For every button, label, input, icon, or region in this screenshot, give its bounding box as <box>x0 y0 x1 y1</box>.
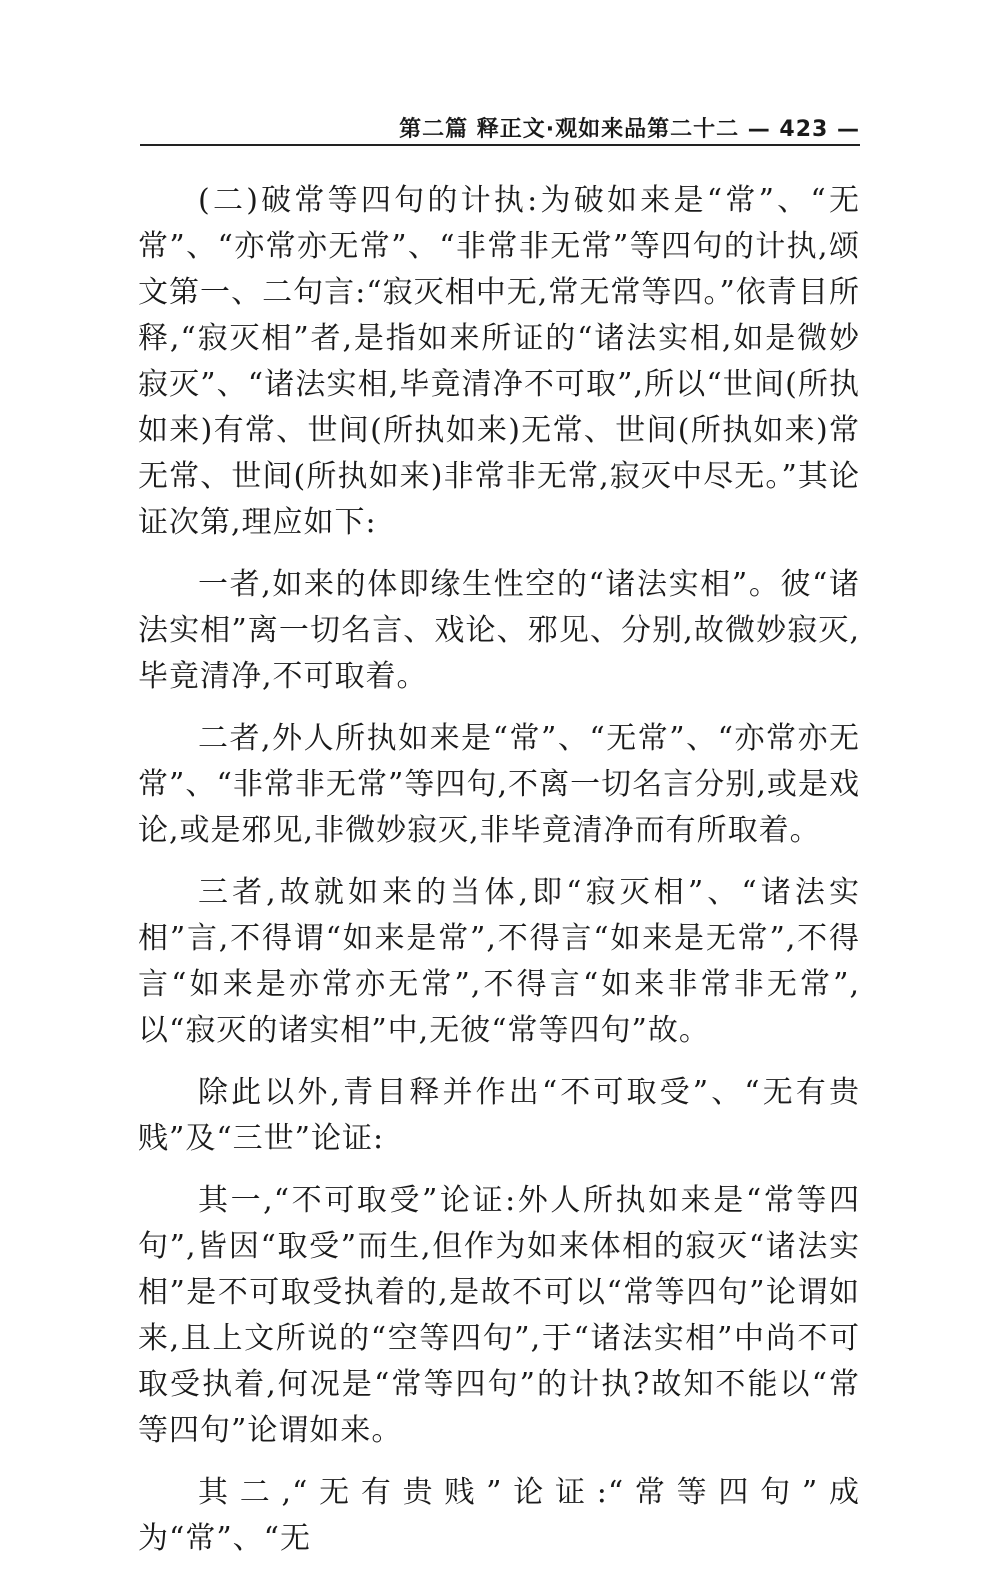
paragraph: 三者,故就如来的当体,即“寂灭相”、“诸法实相”言,不得谓“如来是常”,不得言“如来是无常”,不得言“如来是亦常亦无常”,不得言“如来非常非无常”,以“寂灭的诸实相”中,无彼“常等四句”故。 <box>138 875 860 1048</box>
running-head <box>140 110 860 146</box>
paragraph: 除此以外,青目释并作出“不可取受”、“无有贵贱”及“三世”论证: <box>138 1075 860 1156</box>
paragraph: 一者,如来的体即缘生性空的“诸法实相”。彼“诸法实相”离一切名言、戏论、邪见、分别,故微妙寂灭,毕竟清净,不可取着。 <box>138 567 860 694</box>
paragraph: 其二,“无有贵贱”论证:“常等四句”成为“常”、“无 <box>138 1475 860 1556</box>
paragraph: 二者,外人所执如来是“常”、“无常”、“亦常亦无常”、“非常非无常”等四句,不离一切名言分别,或是戏论,或是邪见,非微妙寂灭,非毕竟清净而有所取着。 <box>138 721 860 848</box>
running-head-text: 第二篇 释正文·观如来品第二十二 — 423 — <box>399 117 860 142</box>
body-text <box>138 178 860 1578</box>
paragraph: (二)破常等四句的计执:为破如来是“常”、“无常”、“亦常亦无常”、“非常非无常”等四句的计执,颂文第一、二句言:“寂灭相中无,常无常等四。”依青目所释,“寂灭相”者,是指如来所证的“诸法实相,如是微妙寂灭”、“诸法实相,毕竟清净不可取”,所以“世间(所执如来)有常、世间(所执如来)无常、世间(所执如来)常无常、世间(所执如来)非常非无常,寂灭中尽无。”其论证次第,理应如下: <box>138 183 860 540</box>
paragraph: 其一,“不可取受”论证:外人所执如来是“常等四句”,皆因“取受”而生,但作为如来体相的寂灭“诸法实相”是不可取受执着的,是故不可以“常等四句”论谓如来,且上文所说的“空等四句”,于“诸法实相”中尚不可取受执着,何况是“常等四句”的计执?故知不能以“常等四句”论谓如来。 <box>138 1183 860 1448</box>
